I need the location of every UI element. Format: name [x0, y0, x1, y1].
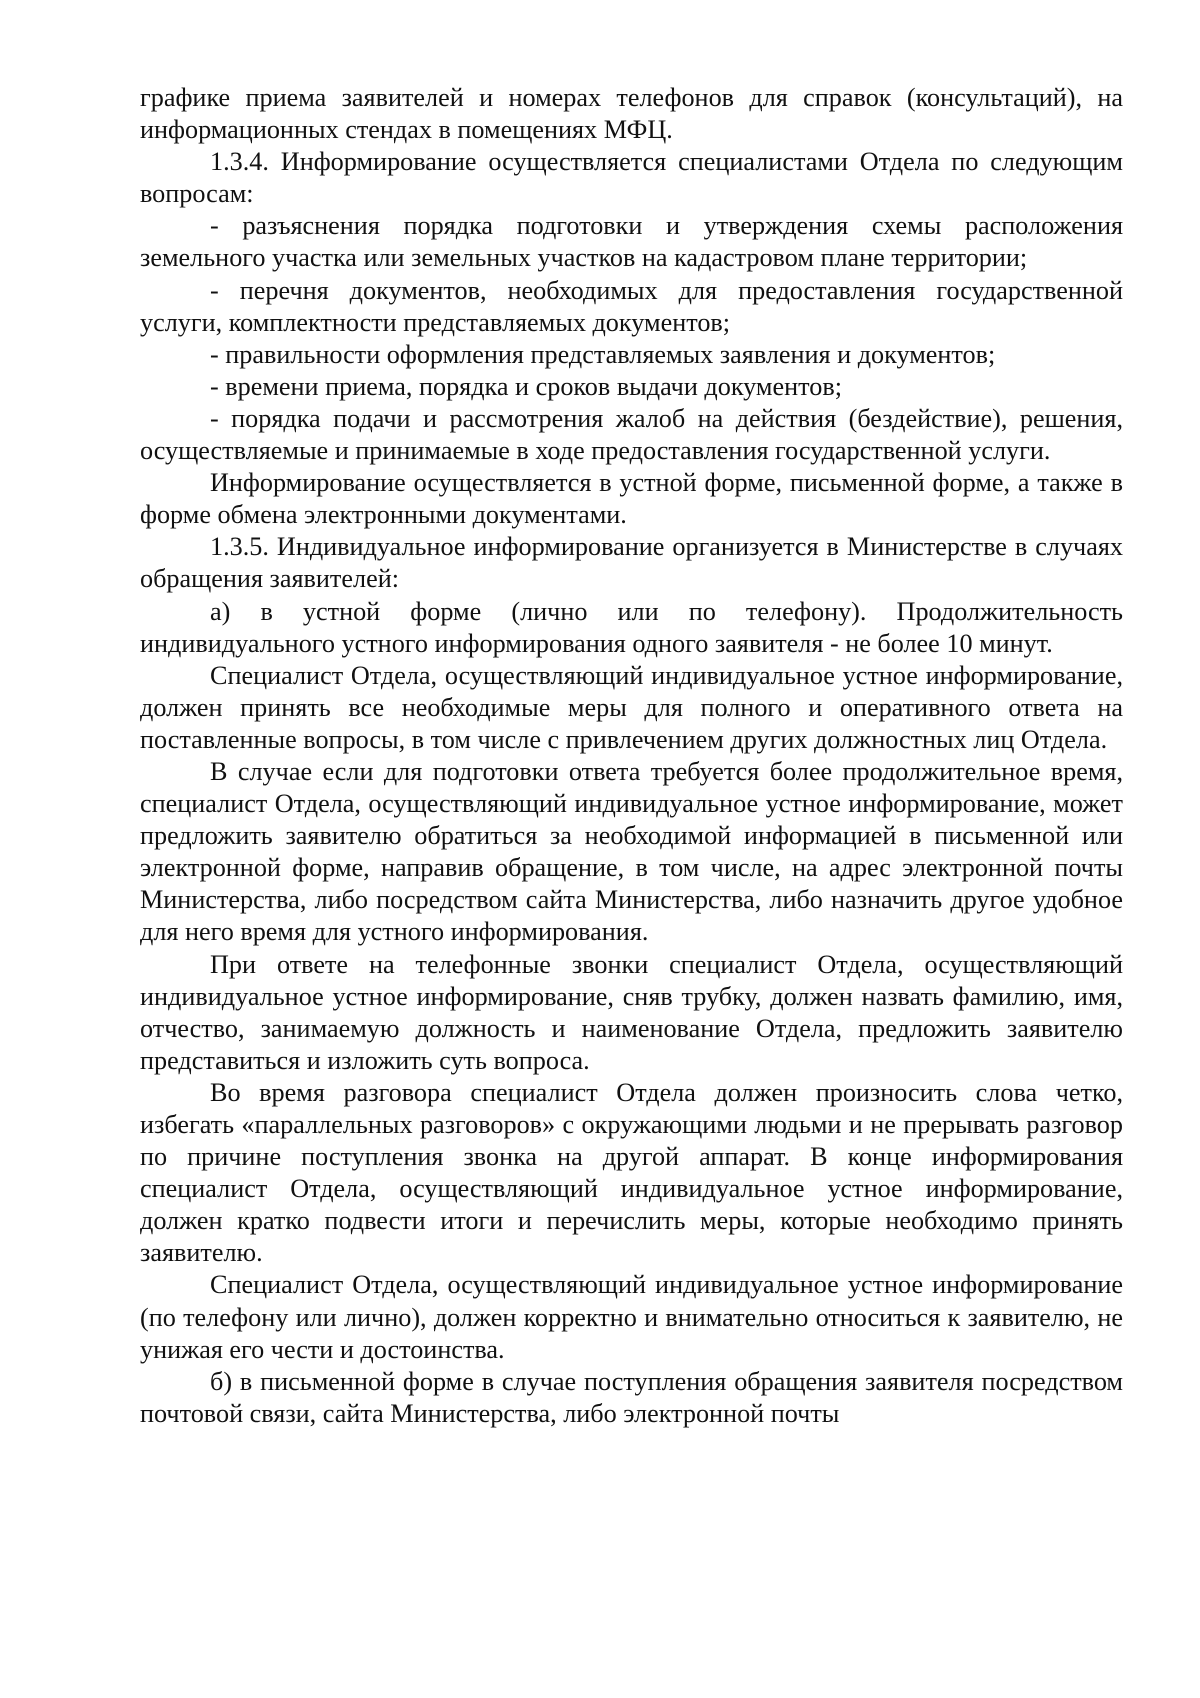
- paragraph-11: Специалист Отдела, осуществляющий индивидуальное устное информирование, должен принять все необходимые меры для полного и оперативного ответа на поставленные вопросы, в том числе с привлечением других должностных лиц Отдела.: [140, 660, 1123, 754]
- paragraph-4: - перечня документов, необходимых для предоставления государственной услуги, комплектности представляемых документов;: [140, 275, 1123, 337]
- paragraph-12: В случае если для подготовки ответа требуется более продолжительное время, специалист Отдела, осуществляющий индивидуальное устное информирование, может предложить заявителю обратиться за необходимой информацией в письменной или электронной форме, направив обращение, в том числе, на адрес электронной почты Министерства, либо посредством сайта Министерства, либо назначить другое удобное для него время для устного информирования.: [140, 756, 1123, 947]
- paragraph-1: графике приема заявителей и номерах телефонов для справок (консультаций), на информационных стендах в помещениях МФЦ.: [140, 83, 1123, 145]
- paragraph-6: - времени приема, порядка и сроков выдачи документов;: [210, 371, 842, 401]
- paragraph-15: Специалист Отдела, осуществляющий индивидуальное устное информирование (по телефону или лично), должен корректно и внимательно относиться к заявителю, не унижая его чести и достоинства.: [140, 1270, 1123, 1364]
- paragraph-10: а) в устной форме (лично или по телефону). Продолжительность индивидуального устного информирования одного заявителя - не более 10 минут.: [140, 596, 1123, 658]
- paragraph-5: - правильности оформления представляемых заявления и документов;: [210, 339, 996, 369]
- paragraph-2: 1.3.4. Информирование осуществляется специалистами Отдела по следующим вопросам:: [140, 147, 1123, 209]
- paragraph-13: При ответе на телефонные звонки специалист Отдела, осуществляющий индивидуальное устное информирование, сняв трубку, должен назвать фамилию, имя, отчество, занимаемую должность и наименование Отдела, предложить заявителю представиться и изложить суть вопроса.: [140, 949, 1123, 1075]
- paragraph-9: 1.3.5. Индивидуальное информирование организуется в Министерстве в случаях обращения заявителей:: [140, 532, 1123, 594]
- paragraph-3: - разъяснения порядка подготовки и утверждения схемы расположения земельного участка или земельных участков на кадастровом плане территории;: [140, 211, 1123, 273]
- paragraph-14: Во время разговора специалист Отдела должен произносить слова четко, избегать «параллельных разговоров» с окружающими людьми и не прерывать разговор по причине поступления звонка на другой аппарат. В конце информирования специалист Отдела, осуществляющий индивидуальное устное информирование, должен кратко подвести итоги и перечислить меры, которые необходимо принять заявителю.: [140, 1077, 1123, 1268]
- paragraph-7: - порядка подачи и рассмотрения жалоб на действия (бездействие), решения, осуществляемые и принимаемые в ходе предоставления государственной услуги.: [140, 403, 1123, 466]
- paragraph-8: Информирование осуществляется в устной форме, письменной форме, а также в форме обмена электронными документами.: [140, 468, 1123, 530]
- paragraph-16: б) в письменной форме в случае поступления обращения заявителя посредством почтовой связи, сайта Министерства, либо электронной почты: [140, 1366, 1123, 1428]
